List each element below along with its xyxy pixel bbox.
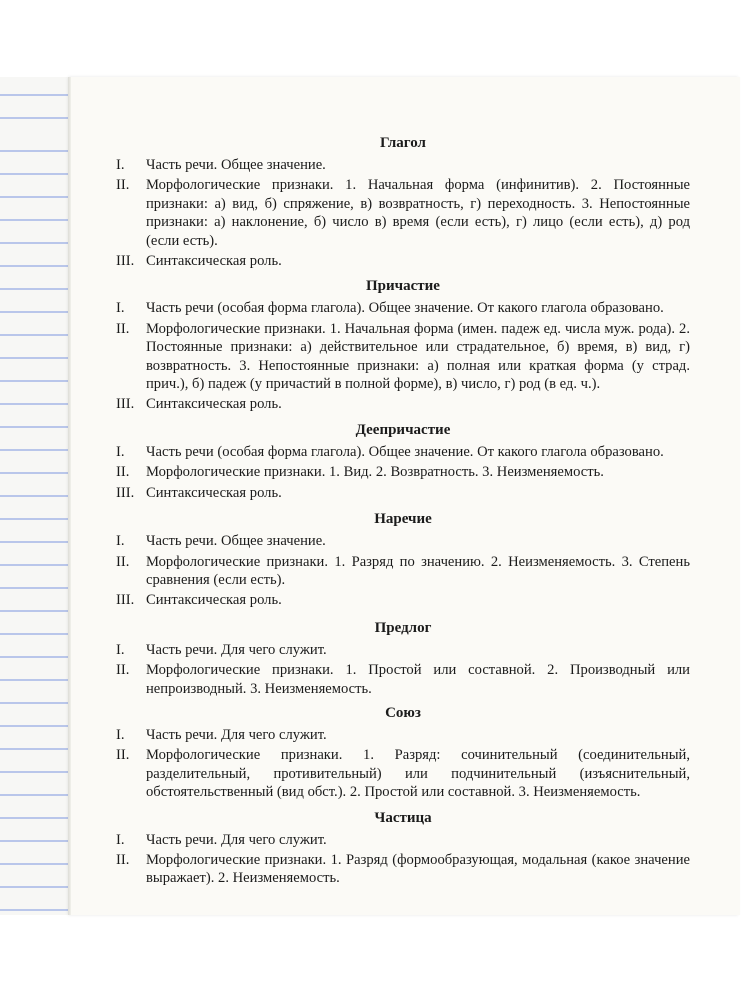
item-number: II.: [116, 662, 130, 679]
item-number: I.: [116, 443, 125, 460]
item-text: Морфологические признаки. 1. Начальная форма (инфинитив). 2. Постоянные признаки: а) вид, б) спряжение, в) возвратность, г) переходность. 3. Непостоянные признаки: а) наклонение, б) число в) время (если есть), г) лицо (если есть), д) род (если есть).: [146, 177, 690, 249]
item-number: III.: [116, 592, 135, 609]
item-text: Синтаксическая роль.: [146, 592, 282, 609]
section-title: Причастие: [366, 278, 440, 295]
list-item: [116, 831, 690, 849]
item-number: I.: [116, 533, 125, 550]
item-text: Морфологические признаки. 1. Простой или составной. 2. Производный или непроизводный. 3. Неизменяемость.: [146, 662, 690, 697]
sheet-edge: [68, 77, 71, 915]
section-title: Деепричастие: [355, 421, 451, 438]
list-item: [116, 553, 690, 590]
list-item: [116, 299, 690, 317]
section-conjunction: [116, 704, 690, 802]
item-number: I.: [116, 641, 125, 658]
section-participle: [116, 277, 690, 413]
section-particle: [116, 809, 690, 888]
item-text: Часть речи. Для чего служит.: [146, 831, 327, 848]
item-number: II.: [116, 464, 130, 481]
item-text: Морфологические признаки. 1. Разряд: сочинительный (соединительный, разделительный, противительный) или подчинительный (изъяснительный, обстоятельственный (вид обст.). 2. Простой или составной. 3. Неизменяемость.: [146, 747, 690, 801]
item-text: Синтаксическая роль.: [146, 253, 282, 270]
item-number: II.: [116, 320, 130, 337]
list-item: [116, 851, 690, 888]
item-text: Часть речи (особая форма глагола). Общее значение. От какого глагола образовано.: [146, 443, 664, 460]
section-title: Предлог: [374, 619, 432, 636]
list-item: [116, 176, 690, 250]
item-number: II.: [116, 553, 130, 570]
section-title: Наречие: [374, 511, 432, 528]
section-title: Частица: [374, 809, 432, 826]
item-text: Синтаксическая роль.: [146, 484, 282, 501]
item-number: I.: [116, 726, 125, 743]
item-number: II.: [116, 851, 130, 868]
list-item: [116, 641, 690, 659]
list-item: [116, 443, 690, 461]
item-text: Часть речи (особая форма глагола). Общее значение. От какого глагола образовано.: [146, 300, 664, 317]
item-number: II.: [116, 177, 130, 194]
list-item: [116, 156, 690, 174]
item-text: Морфологические признаки. 1. Разряд (формообразующая, модальная (какое значение выражает). 2. Неизменяемость.: [146, 851, 690, 887]
item-number: I.: [116, 831, 125, 848]
item-text: Часть речи. Для чего служит.: [146, 726, 327, 743]
section-verb: [116, 134, 690, 270]
list-item: [116, 726, 690, 744]
list-item: [116, 395, 690, 413]
list-item: [116, 591, 690, 609]
item-text: Часть речи. Для чего служит.: [146, 641, 327, 658]
item-text: Синтаксическая роль.: [146, 396, 282, 413]
item-number: II.: [116, 747, 130, 764]
list-item: [116, 661, 690, 698]
section-adverb: [116, 510, 690, 610]
item-text: Часть речи. Общее значение.: [146, 533, 326, 550]
section-gerund: [116, 421, 690, 502]
list-item: [116, 252, 690, 270]
list-item: [116, 484, 690, 502]
list-item: [116, 532, 690, 550]
list-item: [116, 463, 690, 481]
item-number: III.: [116, 484, 135, 501]
item-text: Часть речи. Общее значение.: [146, 157, 326, 173]
item-text: Морфологические признаки. 1. Вид. 2. Возвратность. 3. Неизменяемость.: [146, 464, 604, 481]
item-text: Морфологические признаки. 1. Разряд по значению. 2. Неизменяемость. 3. Степень сравнения (если есть).: [146, 553, 690, 588]
item-number: I.: [116, 300, 125, 317]
item-text: Морфологические признаки. 1. Начальная форма (имен. падеж ед. числа муж. рода). 2. Постоянные признаки: а) действительное или страдательное, б) время, в) вид, г) возвратность. 3. Непостоянные признаки: а) полная или краткая форма (у страд. прич.), б) падеж (у причастий в полной форме), в) число, г) род (в ед. ч.).: [146, 320, 690, 393]
document-content: [116, 134, 690, 890]
item-number: III.: [116, 396, 135, 413]
item-number: I.: [116, 157, 125, 173]
list-item: [116, 320, 690, 394]
list-item: [116, 746, 690, 801]
item-number: III.: [116, 253, 135, 270]
section-title: Союз: [385, 704, 421, 721]
section-title: Глагол: [380, 135, 426, 151]
section-preposition: [116, 619, 690, 698]
